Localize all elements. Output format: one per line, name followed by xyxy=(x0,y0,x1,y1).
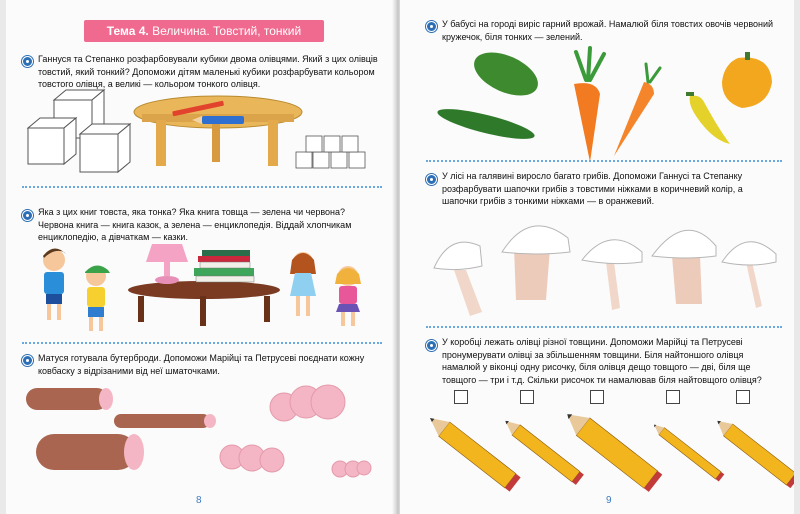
pepper-icon xyxy=(722,52,772,108)
child-figure-icon xyxy=(290,252,316,316)
child-figure-icon xyxy=(85,265,110,331)
mushroom-icon xyxy=(652,230,716,304)
carrot-icon xyxy=(574,48,604,162)
section-divider xyxy=(426,160,782,162)
page-number: 8 xyxy=(196,495,202,506)
topic-title: Величина. Товстий, тонкий xyxy=(152,24,302,38)
mushroom-icon xyxy=(722,242,776,308)
pencil-icon xyxy=(192,116,244,124)
task-books-text: Яка з цих книг товста, яка тонка? Яка книга товща — зелена чи червона? Червона книга — книга казок, а зелена — енциклопедія. Віддай хлопчикам енциклопедію, а дівчаткам — казки. xyxy=(38,207,352,242)
sausage-icon xyxy=(26,388,113,410)
task-cubes-text: Ганнуся та Степанко розфарбовували кубики двома олівцями. Який з цих олівців товстий, який тонкий? Допоможи дітям маленькі кубики розфарбувати кольором товстого олівця, а великі — кольором тонкого олівця. xyxy=(38,54,378,89)
mushrooms-illustration xyxy=(400,212,794,322)
topic-number: Тема 4. xyxy=(106,24,149,38)
sausage-icon xyxy=(36,434,144,470)
cubes-and-table-illustration xyxy=(6,88,396,178)
topic-header xyxy=(84,20,324,42)
right-page xyxy=(400,0,794,514)
task-bullet-icon xyxy=(22,56,33,67)
cucumber-icon xyxy=(468,44,545,105)
mushroom-icon xyxy=(434,242,482,316)
carrot-icon xyxy=(614,64,660,156)
left-page xyxy=(6,0,396,514)
child-figure-icon xyxy=(335,266,361,326)
task-bullet-icon xyxy=(426,340,437,351)
table-icon xyxy=(128,281,280,326)
sausages-illustration xyxy=(6,378,396,488)
cube-outline-icon xyxy=(80,124,130,172)
page-number: 9 xyxy=(606,495,612,506)
section-divider xyxy=(426,326,782,328)
task-bullet-icon xyxy=(426,21,437,32)
lamp-icon xyxy=(146,244,188,284)
section-divider xyxy=(22,342,382,344)
cucumber-icon xyxy=(435,103,536,145)
vegetables-illustration xyxy=(400,44,794,154)
child-figure-icon xyxy=(43,248,66,320)
small-cubes xyxy=(296,136,365,168)
task-bullet-icon xyxy=(22,355,33,366)
task-vegetables-text: У бабусі на городі виріс гарний врожай. Намалюй біля товстих овочів червоний кружечок, біля тонких — зелений. xyxy=(442,19,774,42)
task-sausages-text: Матуся готувала бутерброди. Допоможи Марійці та Петрусеві поєднати кожну ковбаску з відрізаними від неї шматочками. xyxy=(38,353,365,376)
sausage-icon xyxy=(114,414,216,428)
book-stack-icon xyxy=(194,250,254,282)
task-mushrooms-text: У лісі на галявині виросло багато грибів. Допоможи Ганнусі та Степанку розфарбувати шапочки грибів з товстими ніжками в коричневий колір, а шапочки грибів з тонкими ніжками — в оранжевий. xyxy=(442,171,743,206)
cube-outline-icon xyxy=(28,118,76,164)
pepper-icon xyxy=(686,92,730,144)
pencil-icon xyxy=(651,421,724,481)
pencils-illustration xyxy=(400,398,794,493)
section-divider xyxy=(22,186,382,188)
children-and-books-illustration xyxy=(6,240,396,340)
task-bullet-icon xyxy=(22,210,33,221)
mushroom-icon xyxy=(502,226,570,300)
task-bullet-icon xyxy=(426,174,437,185)
mushroom-icon xyxy=(582,240,642,310)
pencil-icon xyxy=(712,415,794,488)
task-pencils-text: У коробці лежать олівці різної товщини. Допоможи Марійці та Петрусеві пронумерувати олівці за збільшенням товщини. Біля найтоншого олівця намалюй у віконці одну рисочку, біля олівця дещо товщого — дві, біля ще товщого — три і т.д. Скільки рисочок ти намалював біля найтовщого олівця? xyxy=(442,337,762,385)
sausage-slices xyxy=(220,385,371,477)
